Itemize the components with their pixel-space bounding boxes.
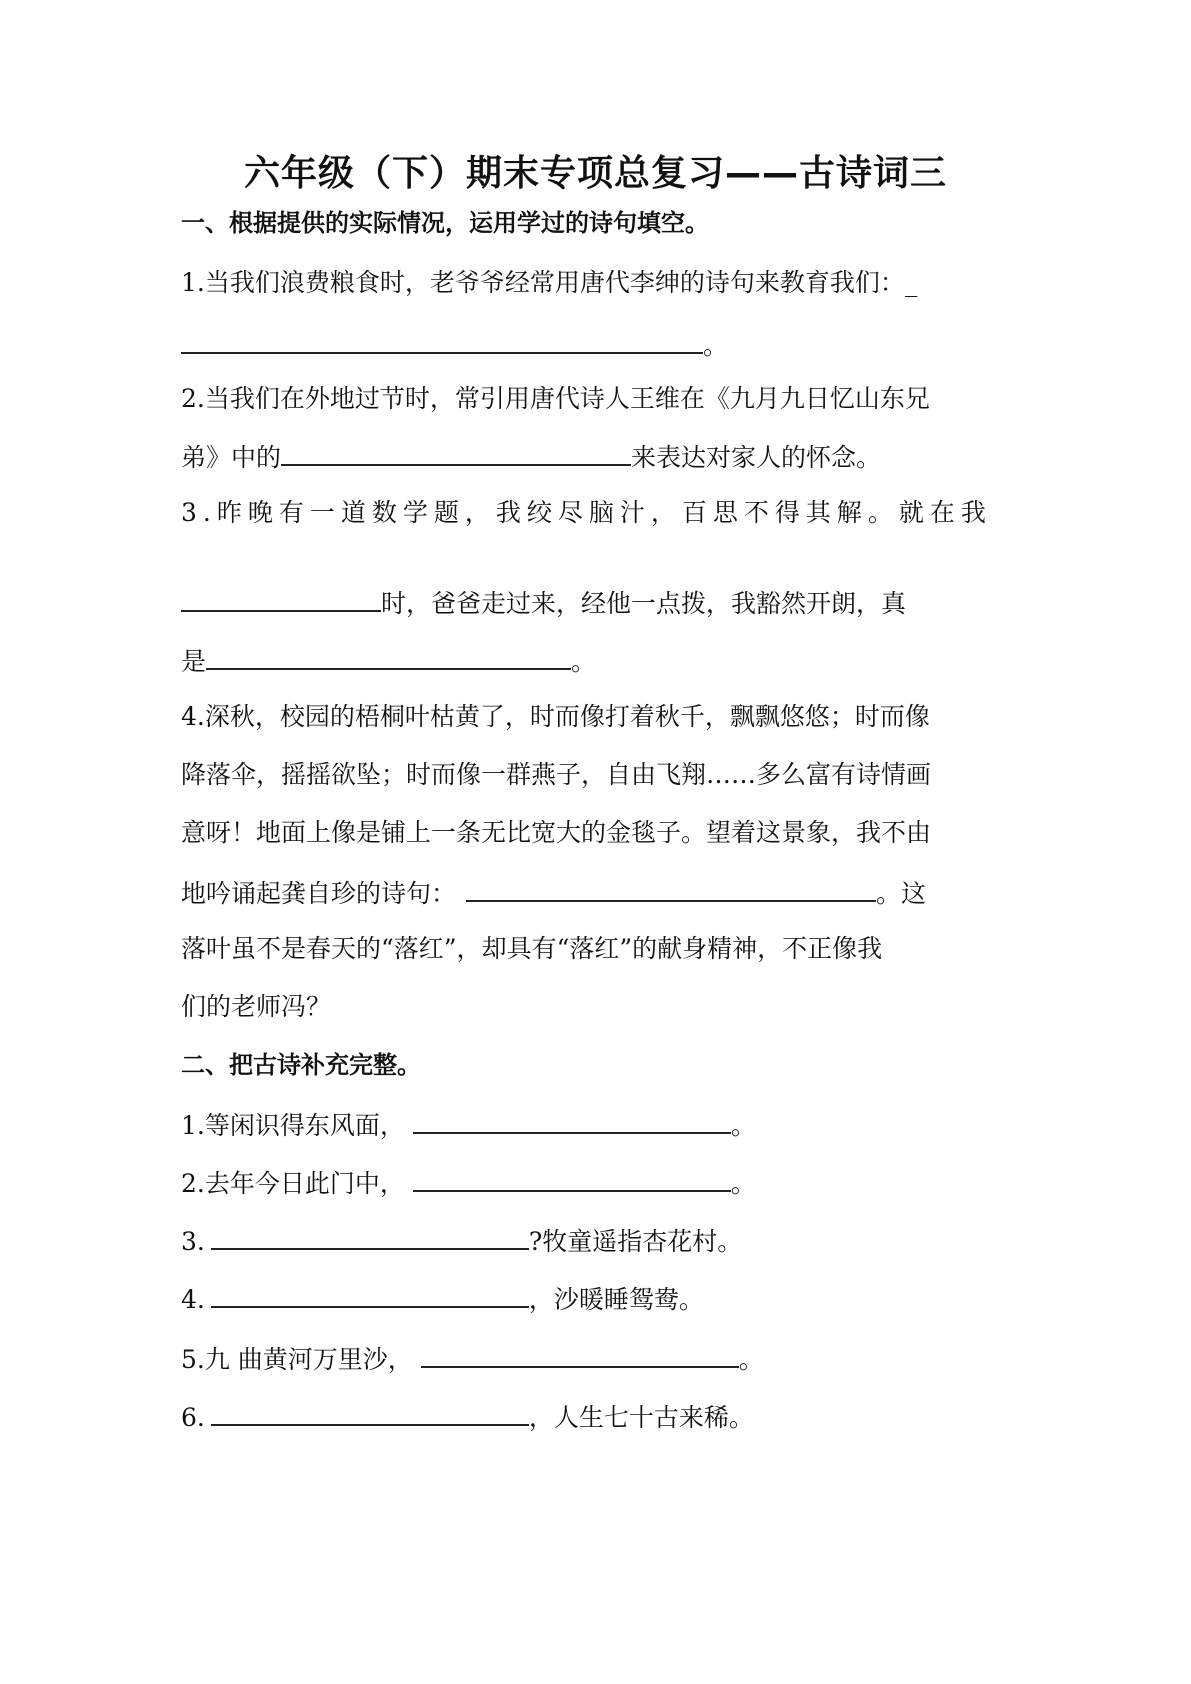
question-4-line-4 [181, 874, 926, 911]
question-2-pre: 弟》中的 [181, 443, 282, 472]
section-2-heading: 二、把古诗补充完整。 [181, 1051, 421, 1079]
question-3-pre2: 是 [181, 647, 207, 676]
poem-item-post: 。 [730, 1111, 756, 1140]
question-4-line-2: 降落伞，摇摇欲坠；时而像一群燕子，自由飞翔……多么富有诗情画 [181, 760, 932, 789]
poem-item-pre: 3. [181, 1227, 205, 1256]
answer-blank-poem-4[interactable] [211, 1280, 529, 1308]
question-4-line-6: 们的老师冯？ [181, 992, 332, 1021]
question-1-line-1 [181, 266, 917, 300]
poem-item-pre: 4. [181, 1285, 205, 1314]
answer-blank-poem-1[interactable] [413, 1106, 731, 1134]
punctuation: 。 [703, 331, 729, 360]
poem-item-post: ?牧童遥指杏花村。 [528, 1227, 743, 1256]
question-2-post: 来表达对家人的怀念。 [631, 443, 882, 472]
question-3-text: 3.昨晚有一道数学题，我绞尽脑汁，百思不得其解。就在我 [181, 498, 992, 527]
poem-item-1 [181, 1106, 756, 1143]
answer-blank-3b[interactable] [206, 642, 571, 670]
answer-blank-3a[interactable] [181, 584, 381, 612]
question-3-line-3 [181, 642, 596, 679]
question-4-post: 。这 [876, 879, 927, 908]
answer-blank-poem-3[interactable] [211, 1222, 529, 1250]
question-2-line-1 [181, 382, 930, 416]
question-2-line-2 [181, 438, 881, 475]
poem-item-post: ，沙暖睡鸳鸯。 [528, 1285, 704, 1314]
question-4-line-3: 意呀！地面上像是铺上一条无比宽大的金毯子。望着这景象，我不由 [181, 818, 932, 847]
answer-blank-2[interactable] [281, 438, 631, 466]
poem-item-pre: 6. [181, 1403, 205, 1432]
poem-item-pre: 2.去年今日此门中， [181, 1169, 405, 1198]
poem-item-post: 。 [738, 1345, 764, 1374]
question-2-text: 2.当我们在外地过节时，常引用唐代诗人王维在《九月九日忆山东兄 [181, 384, 930, 413]
poem-item-4 [181, 1280, 704, 1317]
answer-blank-4[interactable] [466, 874, 876, 902]
page-title: 六年级（下）期末专项总复习——古诗词三 [243, 153, 947, 194]
question-3-line-2 [181, 584, 906, 621]
question-4-line-1: 4.深秋，校园的梧桐叶枯黄了，时而像打着秋千，飘飘悠悠；时而像 [181, 702, 930, 731]
poem-item-3 [181, 1222, 742, 1259]
poem-item-post: 。 [730, 1169, 756, 1198]
answer-blank-poem-2[interactable] [413, 1164, 731, 1192]
answer-blank-1[interactable] [181, 326, 703, 354]
question-4-line-5: 落叶虽不是春天的“落红”，却具有“落红”的献身精神，不正像我 [181, 934, 883, 963]
poem-item-post: ，人生七十古来稀。 [528, 1403, 754, 1432]
poem-item-2 [181, 1164, 756, 1201]
poem-item-6 [181, 1398, 754, 1435]
question-3-post: 时，爸爸走过来，经他一点拨，我豁然开朗，真 [381, 589, 907, 618]
question-3-line-1 [181, 496, 992, 530]
question-1-text: 1.当我们浪费粮食时，老爷爷经常用唐代李绅的诗句来教育我们：_ [181, 268, 918, 297]
poem-item-pre: 1.等闲识得东风面， [181, 1111, 405, 1140]
poem-item-pre: 5.九 曲黄河万里沙， [181, 1345, 413, 1374]
punctuation: 。 [571, 647, 597, 676]
poem-item-5 [181, 1340, 764, 1377]
question-1-line-2 [181, 326, 728, 363]
section-1-heading: 一、根据提供的实际情况，运用学过的诗句填空。 [181, 209, 709, 237]
answer-blank-poem-6[interactable] [211, 1398, 529, 1426]
question-4-pre: 地吟诵起龚自珍的诗句： [181, 879, 457, 908]
answer-blank-poem-5[interactable] [421, 1340, 739, 1368]
